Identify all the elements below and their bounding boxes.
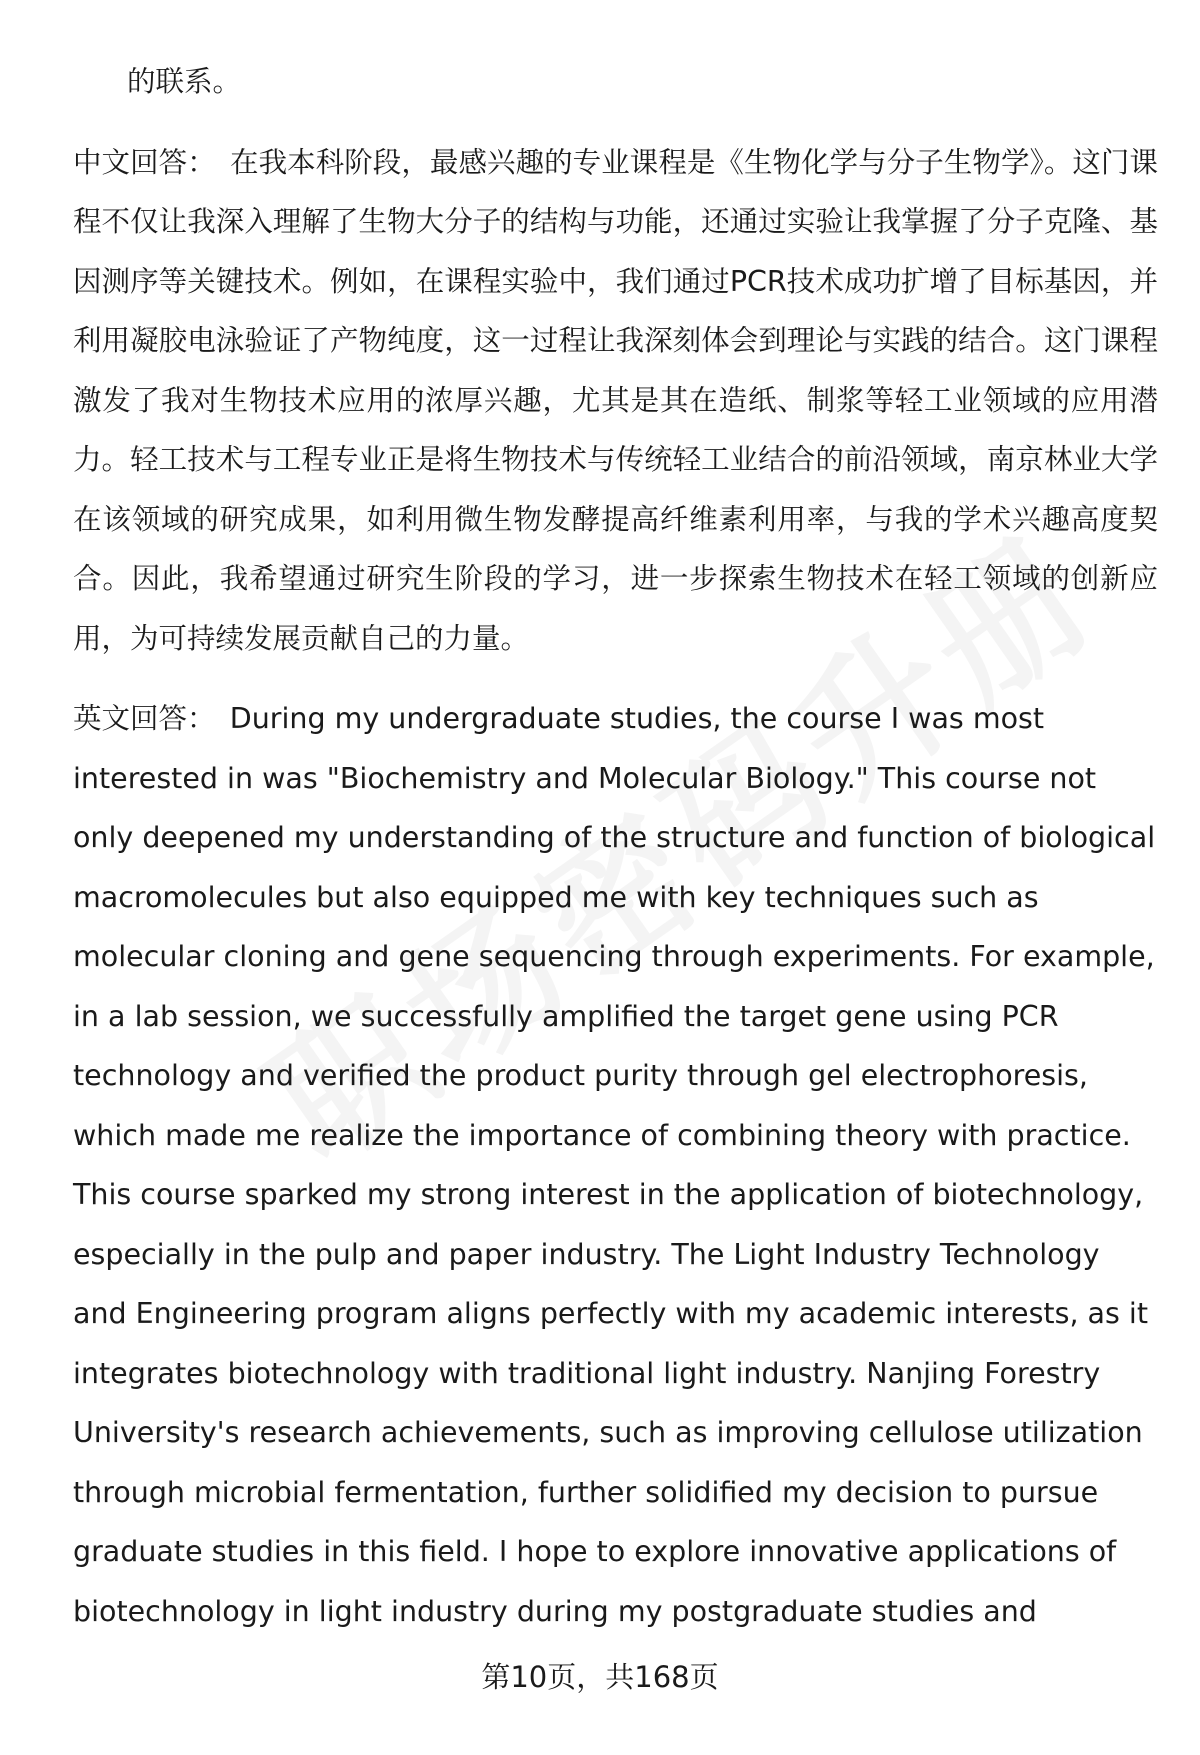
page-number-footer: 第10页，共168页 — [481, 1660, 719, 1694]
english-answer-paragraph — [73, 689, 1158, 1641]
english-answer-text: During my undergraduate studies, the course I was most interested in was "Biochemistry and Molecular Biology." This course not only deepened my understanding of the structure and function of biological macromolecules but also equipped me with key techniques such as molecular cloning and gene sequencing through experiments. For example, in a lab session, we successfully amplified the target gene using PCR technology and verified the product purity through gel electrophoresis, which made me realize the importance of combining theory with practice. This course sparked my strong interest in the application of biotechnology, especially in the pulp and paper industry. The Light Industry Technology and Engineering program aligns perfectly with my academic interests, as it integrates biotechnology with traditional light industry. Nanjing Forestry University's research achievements, such as improving cellulose utilization through microbial fermentation, further solidified my decision to pursue graduate studies in this field. I hope to explore innovative applications of biotechnology in light industry during my postgraduate studies and — [73, 702, 1156, 1628]
continuation-text: 的联系。 — [127, 65, 242, 98]
english-answer-label: 英文回答： — [73, 702, 216, 735]
chinese-answer-paragraph — [73, 133, 1158, 669]
chinese-answer-text: 在我本科阶段，最感兴趣的专业课程是《生物化学与分子生物学》。这门课程不仅让我深入理解了生物大分子的结构与功能，还通过实验让我掌握了分子克隆、基因测序等关键技术。例如，在课程实验中，我们通过PCR技术成功扩增了目标基因，并利用凝胶电泳验证了产物纯度，这一过程让我深刻体会到理论与实践的结合。这门课程激发了我对生物技术应用的浓厚兴趣，尤其是其在造纸、制浆等轻工业领域的应用潜力。轻工技术与工程专业正是将生物技术与传统轻工业结合的前沿领域，南京林业大学在该领域的研究成果，如利用微生物发酵提高纤维素利用率，与我的学术兴趣高度契合。因此，我希望通过研究生阶段的学习，进一步探索生物技术在轻工领域的创新应用，为可持续发展贡献自己的力量。 — [73, 145, 1158, 655]
chinese-answer-label: 中文回答： — [73, 145, 216, 179]
page-content — [73, 52, 1158, 1670]
